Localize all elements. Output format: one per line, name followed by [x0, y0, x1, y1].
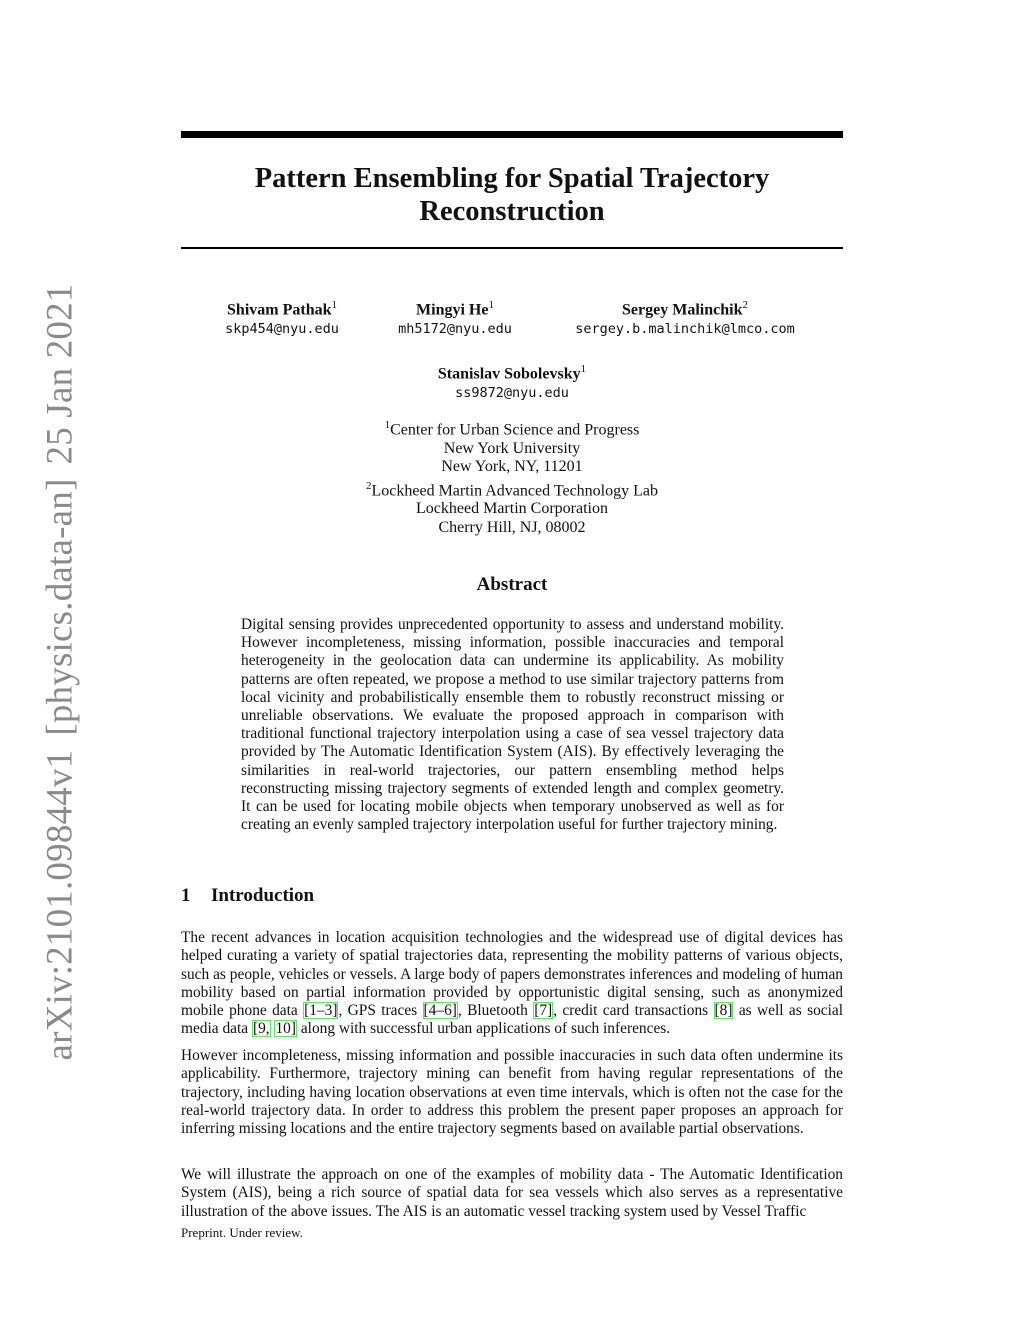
author-block	[545, 296, 825, 339]
arxiv-identifier-stamp	[39, 283, 82, 1060]
author-email[interactable]: skp454@nyu.edu	[225, 321, 339, 338]
author-block	[380, 296, 530, 339]
arxiv-category: [physics.data-an]	[39, 478, 81, 736]
abstract-heading: Abstract	[476, 574, 548, 595]
citation-link[interactable]: [9,	[252, 1020, 270, 1038]
author-block	[211, 296, 353, 339]
arxiv-id: arXiv:2101.09844v1	[39, 749, 81, 1061]
affiliation-mark: 1	[580, 363, 587, 375]
citation-link[interactable]: 10]	[275, 1020, 296, 1038]
affiliation-mark: 1	[331, 299, 337, 311]
title-bottom-rule	[181, 247, 843, 249]
affiliation-line: Cherry Hill, NJ, 08002	[438, 518, 586, 536]
author-block	[392, 360, 632, 403]
author-name: Mingyi He$^1$	[416, 299, 494, 319]
affiliation-line: New York, NY, 11201	[441, 458, 583, 476]
paper-title: Pattern Ensembling for Spatial Trajectory Reconstruction	[254, 163, 770, 227]
affiliation-line: $^2$Lockheed Martin Advanced Technology Lab	[366, 479, 658, 499]
affiliation-line: New York University	[443, 439, 581, 457]
affiliation-line: Lockheed Martin Corporation	[416, 500, 608, 518]
section-heading	[181, 885, 314, 907]
intro-paragraph: We will illustrate the approach on one of the examples of mobility data - The Automatic Identification System (AIS), being a rich source of spatial data for sea vessels which also serves as a representative illustration of the above issues. The AIS is an automatic vessel tracking system used by Vessel Traffic	[181, 1166, 843, 1220]
affiliation-mark: 2	[742, 299, 748, 311]
author-name: Stanislav Sobolevsky$^1$	[437, 363, 587, 383]
author-email[interactable]: ss9872@nyu.edu	[455, 385, 569, 402]
affiliation-mark: 1	[488, 299, 494, 311]
citation-link[interactable]: [8]	[714, 1002, 733, 1020]
author-email[interactable]: mh5172@nyu.edu	[398, 321, 512, 338]
title-top-rule	[181, 131, 843, 138]
citation-link[interactable]: [1–3]	[304, 1002, 338, 1020]
citation-link[interactable]: [7]	[534, 1002, 553, 1020]
abstract-body: Digital sensing provides unprecedented opportunity to assess and understand mobility. However incompleteness, missing information, possible inaccuracies and temporal heterogeneity in the geolocation data can undermine its applicability. As mobility patterns are often repeated, we propose a method to use similar trajectory patterns from local vicinity and probabilistically ensemble them to robustly reconstruct missing or unreliable observations. We evaluate the proposed approach in comparison with traditional functional trajectory interpolation using a case of sea vessel trajectory data provided by The Automatic Identification System (AIS). By effectively leveraging the similarities in real-world trajectories, our pattern ensembling method helps reconstructing missing trajectory segments of extended length and complex geometry. It can be used for locating mobile objects when temporary unobserved as well as for creating an evenly sampled trajectory interpolation useful for further trajectory mining.	[241, 616, 784, 834]
citation-link[interactable]: [4–6]	[423, 1002, 457, 1020]
section-title: Introduction	[211, 885, 315, 906]
intro-paragraph: The recent advances in location acquisition technologies and the widespread use of digital devices has helped curating a variety of spatial trajectories data, representing the mobility patterns of various objects, such as people, vehicles or vessels. A large body of papers demonstrates inferences and modeling of human mobility based on partial information provided by opportunistic digital sensing, such as anonymized mobile phone data [1–3], GPS traces [4–6], Bluetooth [7], credit card transactions [8] as well as social media data [9, 10] along with successful urban applications of such inferences.	[181, 929, 843, 1038]
author-email[interactable]: sergey.b.malinchik@lmco.com	[575, 321, 795, 338]
section-number: 1	[181, 885, 191, 906]
preprint-footnote: Preprint. Under review.	[181, 1225, 303, 1240]
arxiv-date: 25 Jan 2021	[39, 283, 81, 465]
intro-paragraph: However incompleteness, missing information and possible inaccuracies in such data often undermine its applicability. Furthermore, trajectory mining can benefit from having regular representations of the trajectory, including having location observations at even time intervals, which is often not the case for the real-world trajectory data. In order to address this problem the present paper proposes an approach for inferring missing locations and the entire trajectory segments based on available partial observations.	[181, 1047, 843, 1138]
author-name: Shivam Pathak$^1$	[227, 299, 337, 319]
affiliation-line: $^1$Center for Urban Science and Progress	[384, 419, 640, 439]
affiliations	[181, 416, 843, 537]
author-name: Sergey Malinchik$^2$	[622, 299, 748, 319]
